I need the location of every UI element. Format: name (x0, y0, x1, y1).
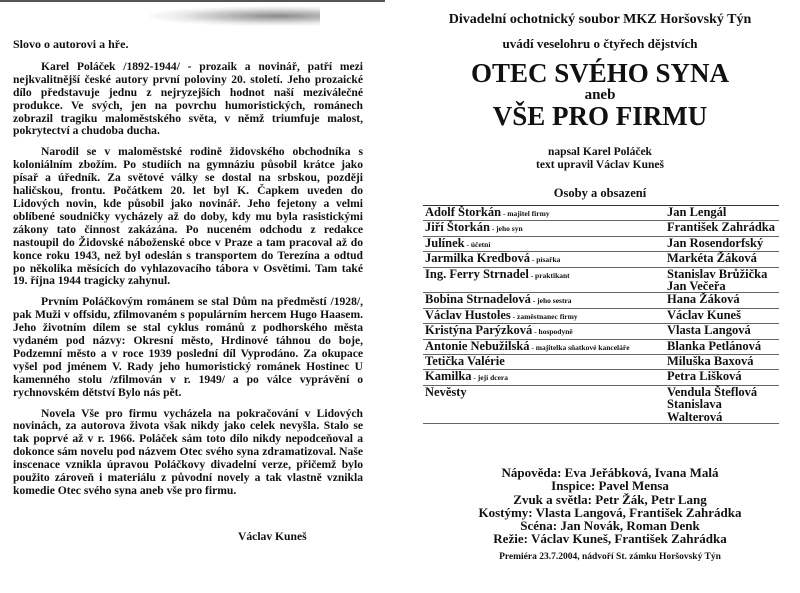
presents-line: uvádí veselohru o čtyřech dějstvích (502, 36, 698, 51)
author-article (13, 38, 363, 506)
actor-name: Stanislav Brůžička (667, 266, 768, 281)
cast-row (423, 385, 779, 423)
actor (663, 355, 779, 370)
actor-name: Jan Lengál (667, 205, 727, 219)
actor (663, 385, 779, 423)
crew-line: Inspice: Pavel Mensa (551, 478, 669, 494)
character (423, 236, 663, 251)
play-title: OTEC SVÉHO SYNA (470, 58, 730, 88)
crew-line: Kostýmy: Vlasta Langová, František Zahrádka (478, 504, 742, 520)
crew-line: Zvuk a světla: Petr Žák, Petr Lang (513, 491, 707, 507)
character-name: Tetička Valérie (425, 354, 505, 369)
character (423, 339, 663, 354)
actor (663, 339, 779, 354)
actor-name: Markéta Žáková (667, 251, 757, 266)
cast-row (423, 293, 779, 308)
character-description: - její dcera (471, 373, 508, 383)
actor-name: Stanislava Walterová (667, 397, 723, 424)
crew-credits (440, 466, 780, 564)
scan-edge (0, 0, 385, 2)
cast-row (423, 370, 779, 385)
title-conjunction: aneb (584, 87, 616, 103)
actor-name: František Zahrádka (667, 220, 776, 235)
character-name: Nevěsty (425, 384, 467, 399)
actor (663, 324, 779, 339)
article-paragraph: Novela Vše pro firmu vycházela na pokračování v Lidových novinách, za autorova života však nikdy jako celek nevyšla. Stalo se tak poprvé až v r. 1966. Poláček sám toto dílo nikdy nepodceňoval a dokonce sám novelu pod názvem Otec svého syna zdramatizoval. Naše inscenace vznikla úpravou Poláčkovy divadelní verze, přičemž bylo použito zároveň i materiálu z původní novely a tak vlastně vznikla komedie Otec svého syna aneb vše pro firmu. (13, 406, 363, 497)
character-name: Bobina Strnadelová (425, 292, 531, 307)
actor-name: Jan Večeřa (667, 279, 726, 294)
cast-row (423, 355, 779, 370)
cast-row (423, 324, 779, 339)
crew-line: Scéna: Jan Novák, Roman Denk (520, 518, 700, 534)
character-name: Ing. Ferry Strnadel (425, 266, 529, 281)
article-paragraph: Karel Poláček /1892-1944/ - prozaik a novinář, patří mezi nejkvalitnější české autory první poloviny 20. století. Jeho prozaické dílo představuje jednu z nejryzejších hodnot naší meziválečné produkce. Ve svých, jen na povrchu humoristických, románech zobrazil tragiku maloměstského světa, v němž triumfuje malost, pokrytectví a chudoba ducha. (13, 59, 363, 138)
actor-name: Václav Kuneš (667, 307, 741, 322)
character-description: - jeho sestra (530, 296, 572, 306)
actor (663, 206, 779, 221)
character-name: Kamilka (425, 369, 472, 384)
character (423, 308, 663, 323)
actor-name: Vlasta Langová (667, 323, 751, 338)
article-paragraph: Prvním Poláčkovým románem se stal Dům na předměstí /1928/, pak Muži v offsidu, zfilmovaném s populárním hercem Hugo Haasem. Jeho životním dílem se stal cyklus románů z podhorského města vydaném pod názvy: Okresní město, Hrdinové táhnou do boje, Podzemní město a v roce 1939 poslední díl Vyprodáno. Za okupace vyšel pod jménem V. Rady jeho humoristický románek Hostinec U kamenného stolu /zfilmován v r. 1949/ a po válce vyprávění o rychnovském dětství Bylo nás pět. (13, 295, 363, 399)
character-name: Kristýna Parýzková (425, 323, 533, 338)
cast-row (423, 339, 779, 354)
actor (663, 293, 779, 308)
character-description: - praktikant (528, 270, 570, 280)
character (423, 385, 663, 423)
actor (663, 370, 779, 385)
character-description: - majitel firmy (501, 209, 550, 218)
cast-row (423, 267, 779, 293)
cast-row (423, 252, 779, 267)
article-paragraph: Narodil se v maloměstské rodině židovského obchodníka s koloniálním zbožím. Po studiích na gymnáziu působil krátce jako písař a úředník. Za světové války se dostal na srbskou, později haličskou, frontu. Počátkem 20. let byl K. Čapkem uveden do Lidových novin, kde působil jako novinář. Jeho fejetony a velmi oblíbené soudničky vycházely až do doby, kdy mu byla rasistickými zákony tato činnost zakázána. Po nuceném odchodu z redakce nastoupil do Židovské náboženské obce v Praze a tam pracoval až do konce roku 1943, než byl odeslán s transportem do Terezína a odtud po několika měsících do vyhlazovacího tábora v Osvětimi. Tam také 19. října 1944 tragicky zahynul. (13, 145, 363, 288)
actor-name: Petra Lišková (667, 369, 742, 384)
cast-row (423, 221, 779, 236)
character (423, 267, 663, 293)
premiere-info: Premiéra 23.7.2004, nádvoří St. zámku Horšovský Týn (499, 551, 721, 562)
character-name: Jiří Štorkán (425, 220, 490, 235)
character (423, 355, 663, 370)
character (423, 324, 663, 339)
cast-heading: Osoby a obsazení (553, 186, 647, 200)
actor (663, 267, 779, 293)
character-description: - účetní (464, 239, 491, 249)
character-name: Adolf Štorkán (425, 205, 502, 219)
character (423, 252, 663, 267)
character (423, 206, 663, 221)
crew-line: Režie: Václav Kuneš, František Zahrádka (493, 531, 727, 547)
character-name: Antonie Nebužilská (425, 338, 530, 353)
actor (663, 308, 779, 323)
character-description: - písařka (529, 255, 561, 265)
character-name: Jarmilka Kredbová (425, 251, 530, 266)
article-signature: Václav Kuneš (238, 530, 307, 543)
adaptation-credit: text upravil Václav Kuneš (536, 159, 664, 171)
actor-name: Vendula Šteflová (667, 384, 758, 399)
cast-row (423, 236, 779, 251)
actor-name: Blanka Petlánová (667, 338, 762, 353)
actor-name: Hana Žáková (667, 292, 740, 307)
cast-row (423, 308, 779, 323)
character-description: - jeho syn (489, 224, 523, 234)
actor-name: Miluška Baxová (667, 354, 754, 369)
author-credit: napsal Karel Poláček (548, 146, 652, 158)
character-name: Julínek (425, 235, 465, 250)
crew-line: Nápověda: Eva Jeřábková, Ivana Malá (501, 465, 719, 480)
cast-row (423, 206, 779, 221)
scan-smudge (150, 6, 320, 26)
actor-name: Jan Rosendorfský (667, 235, 764, 250)
character-description: - hospodyně (532, 327, 573, 337)
play-subtitle: VŠE PRO FIRMU (492, 101, 708, 131)
character-name: Václav Hustoles (425, 307, 511, 322)
programme (420, 12, 780, 424)
character-description: - zaměstnanec firmy (510, 311, 578, 321)
character (423, 370, 663, 385)
actor (663, 221, 779, 236)
character (423, 293, 663, 308)
character (423, 221, 663, 236)
actor (663, 236, 779, 251)
character-description: - majitelka sňatkové kanceláře (529, 342, 630, 352)
article-heading: Slovo o autorovi a hře. (13, 37, 129, 51)
organization: Divadelní ochotnický soubor MKZ Horšovský Týn (448, 12, 752, 27)
cast-table (423, 205, 779, 424)
actor (663, 252, 779, 267)
